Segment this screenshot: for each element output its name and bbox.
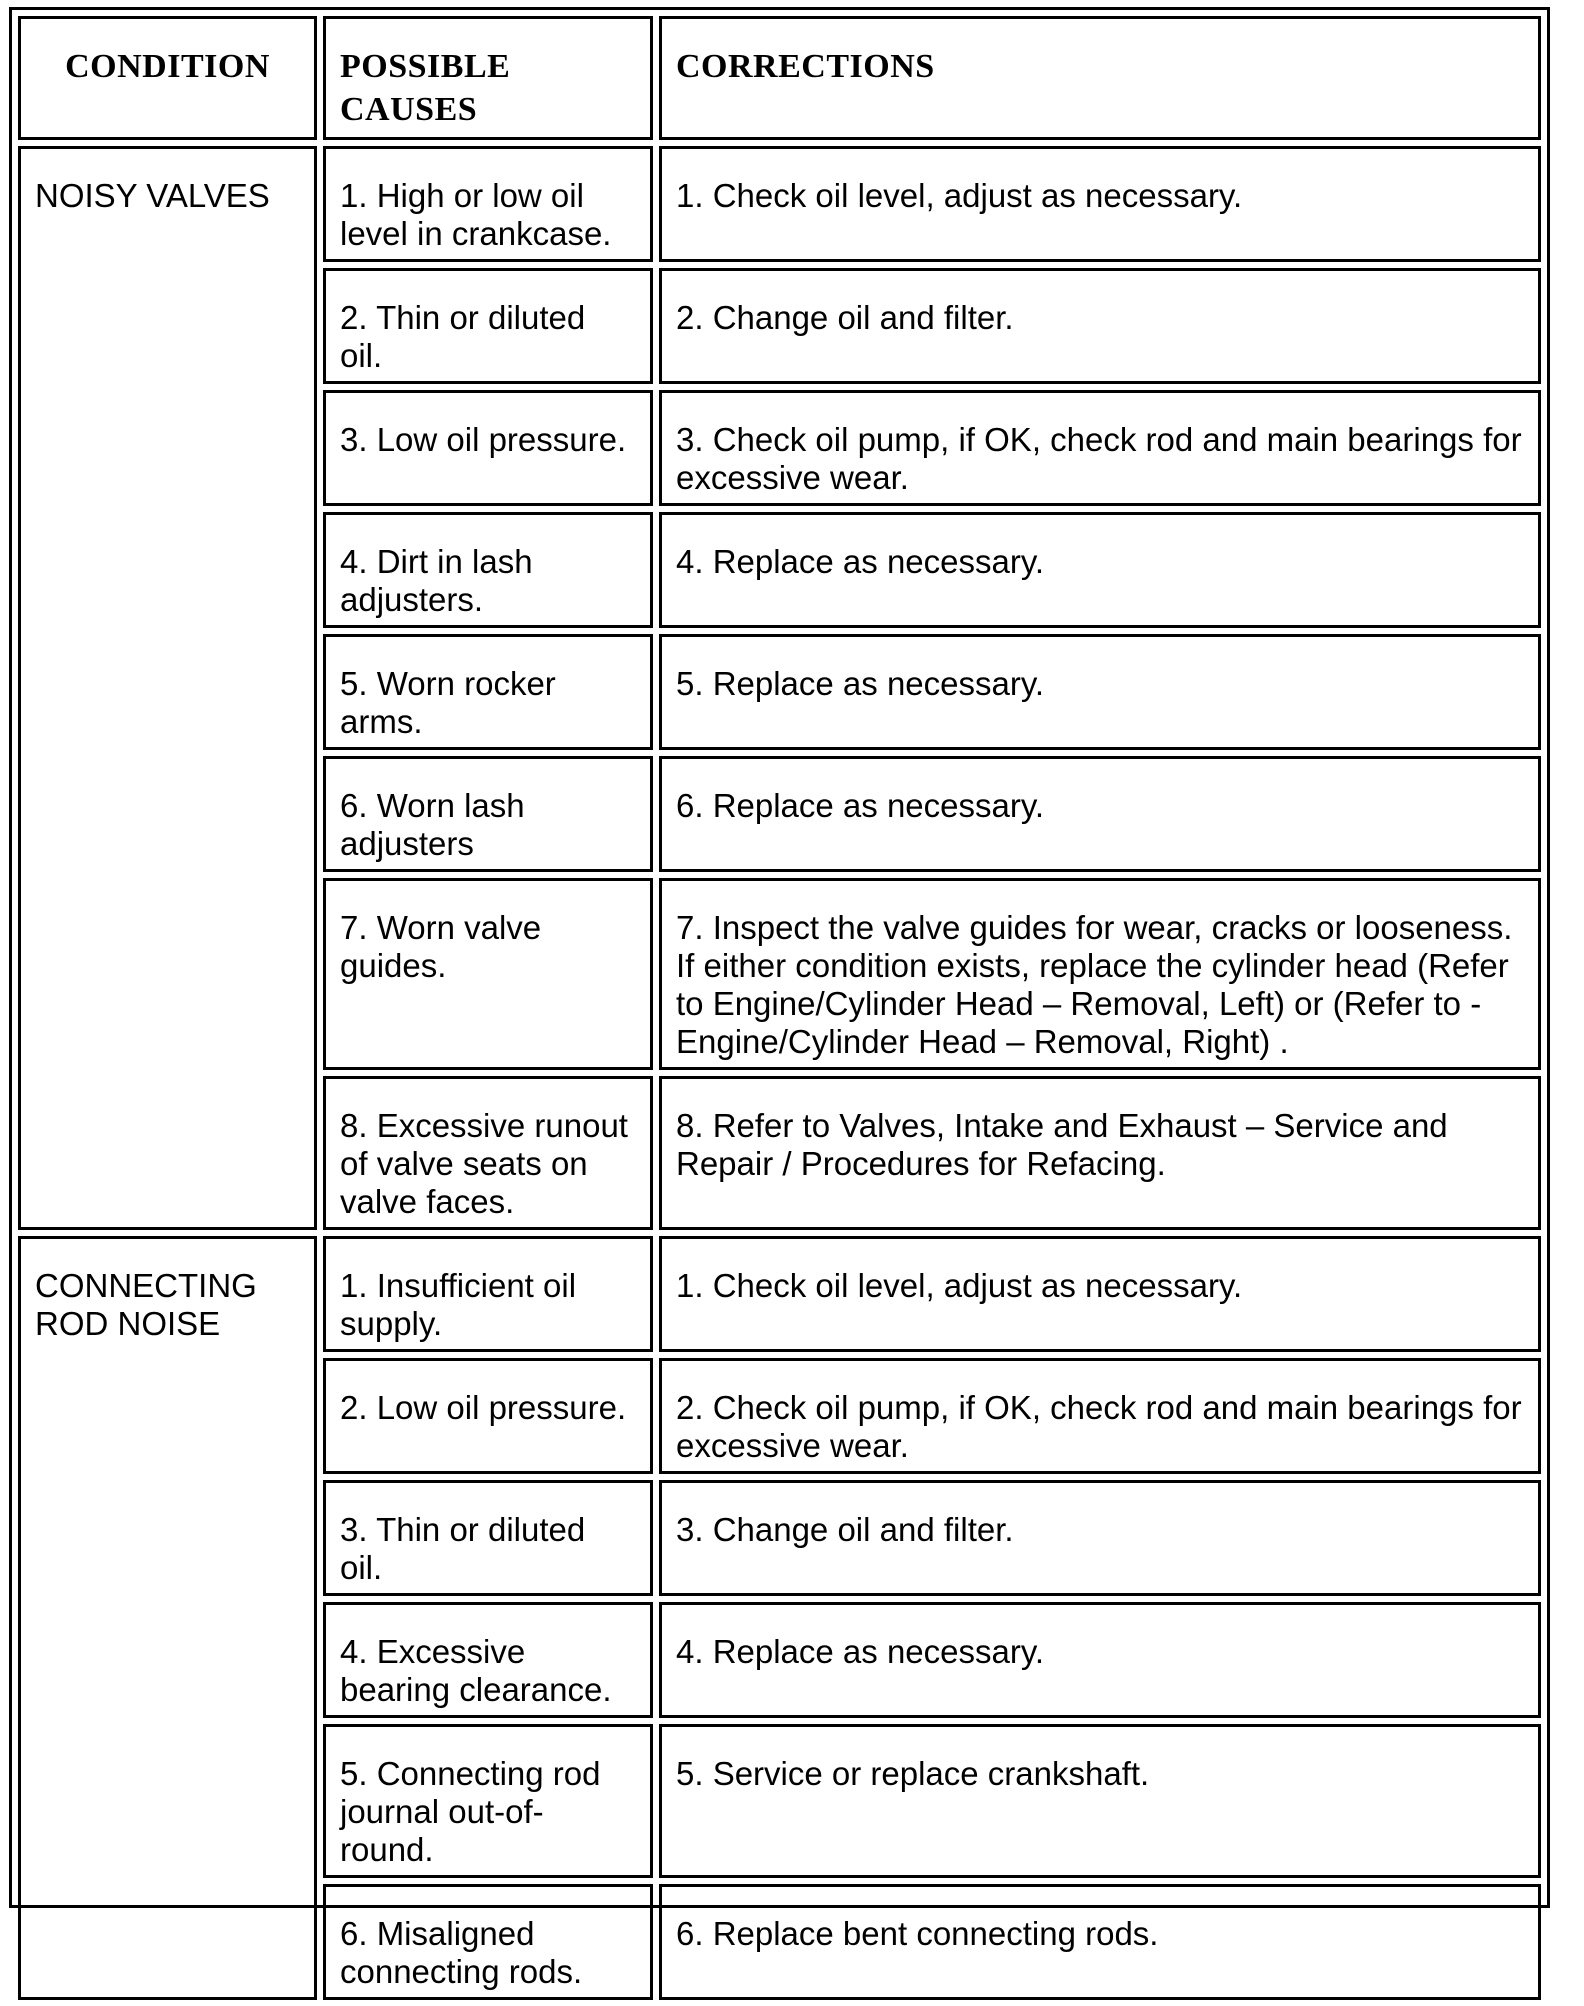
header-possible-causes: POSSIBLE CAUSES xyxy=(323,16,653,140)
cause-cell: 3. Thin or diluted oil. xyxy=(323,1480,653,1596)
cause-cell: 2. Thin or diluted oil. xyxy=(323,268,653,384)
cause-cell: 3. Low oil pressure. xyxy=(323,390,653,506)
correction-cell: 7. Inspect the valve guides for wear, cracks or looseness. If either condition exists, replace the cylinder head (Refer to Engine/Cylinder Head – Removal, Left) or (Refer to - Engine/Cylinder Head – Removal, Right) . xyxy=(659,878,1541,1070)
condition-cell-connecting-rod-noise: CONNECTING ROD NOISE xyxy=(18,1236,317,2000)
diagnosis-table-frame xyxy=(9,7,1550,1990)
header-condition: CONDITION xyxy=(18,16,317,140)
correction-cell: 2. Check oil pump, if OK, check rod and main bearings for excessive wear. xyxy=(659,1358,1541,1474)
correction-cell: 2. Change oil and filter. xyxy=(659,268,1541,384)
cause-cell: 4. Excessive bearing clearance. xyxy=(323,1602,653,1718)
correction-cell: 4. Replace as necessary. xyxy=(659,1602,1541,1718)
correction-cell: 1. Check oil level, adjust as necessary. xyxy=(659,1236,1541,1352)
cause-cell: 2. Low oil pressure. xyxy=(323,1358,653,1474)
correction-cell: 3. Change oil and filter. xyxy=(659,1480,1541,1596)
correction-cell: 6. Replace as necessary. xyxy=(659,756,1541,872)
cause-cell: 5. Connecting rod journal out-of-round. xyxy=(323,1724,653,1878)
correction-cell: 3. Check oil pump, if OK, check rod and main bearings for excessive wear. xyxy=(659,390,1541,506)
header-row xyxy=(18,16,1541,140)
diagnosis-table xyxy=(12,10,1547,2006)
header-corrections: CORRECTIONS xyxy=(659,16,1541,140)
cause-cell: 8. Excessive runout of valve seats on valve faces. xyxy=(323,1076,653,1230)
correction-cell: 1. Check oil level, adjust as necessary. xyxy=(659,146,1541,262)
correction-cell: 4. Replace as necessary. xyxy=(659,512,1541,628)
cause-cell: 4. Dirt in lash adjusters. xyxy=(323,512,653,628)
condition-cell-noisy-valves: NOISY VALVES xyxy=(18,146,317,1230)
cause-cell: 1. High or low oil level in crankcase. xyxy=(323,146,653,262)
cause-cell: 1. Insufficient oil supply. xyxy=(323,1236,653,1352)
cause-cell: 6. Worn lash adjusters xyxy=(323,756,653,872)
table-row xyxy=(18,1236,1541,1352)
cause-cell: 7. Worn valve guides. xyxy=(323,878,653,1070)
cause-cell: 5. Worn rocker arms. xyxy=(323,634,653,750)
correction-cell: 5. Service or replace crankshaft. xyxy=(659,1724,1541,1878)
table-row xyxy=(18,146,1541,262)
correction-cell: 8. Refer to Valves, Intake and Exhaust – Service and Repair / Procedures for Refacing. xyxy=(659,1076,1541,1230)
cause-cell: 6. Misaligned connecting rods. xyxy=(323,1884,653,2000)
correction-cell: 5. Replace as necessary. xyxy=(659,634,1541,750)
correction-cell: 6. Replace bent connecting rods. xyxy=(659,1884,1541,2000)
